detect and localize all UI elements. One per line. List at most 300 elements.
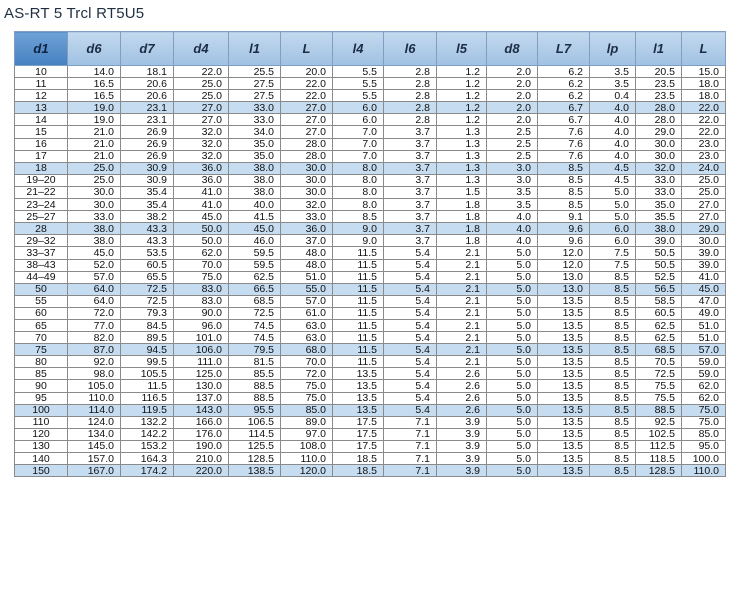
table-cell: 2.8 (384, 66, 437, 78)
table-cell: 27.0 (281, 102, 333, 114)
table-cell: 68.5 (636, 344, 682, 356)
table-cell: 23.5 (636, 78, 682, 90)
table-cell: 8.5 (333, 211, 384, 223)
table-cell: 25.0 (68, 162, 121, 174)
table-cell: 7.1 (384, 428, 437, 440)
table-cell: 22.0 (682, 114, 726, 126)
table-cell: 120 (15, 428, 68, 440)
table-cell: 25–27 (15, 211, 68, 223)
table-cell: 27.0 (281, 126, 333, 138)
table-cell: 5.0 (487, 380, 538, 392)
table-cell: 112.5 (636, 440, 682, 452)
table-cell: 3.7 (384, 186, 437, 198)
column-header: d4 (174, 32, 229, 66)
table-cell: 45.0 (68, 247, 121, 259)
table-cell: 11.5 (333, 283, 384, 295)
table-cell: 25.5 (229, 66, 281, 78)
table-cell: 55 (15, 295, 68, 307)
table-cell: 13 (15, 102, 68, 114)
table-cell: 6.2 (538, 90, 590, 102)
table-row (15, 271, 726, 283)
table-cell: 28.0 (281, 138, 333, 150)
table-cell: 6.0 (590, 235, 636, 247)
table-cell: 27.5 (229, 90, 281, 102)
table-cell: 79.5 (229, 344, 281, 356)
table-cell: 128.5 (229, 453, 281, 465)
table-cell: 124.0 (68, 416, 121, 428)
table-cell: 30.9 (121, 162, 174, 174)
table-cell: 33.0 (636, 174, 682, 186)
table-cell: 7.1 (384, 465, 437, 477)
table-cell: 30.0 (281, 162, 333, 174)
table-cell: 105.5 (121, 368, 174, 380)
table-cell: 17.5 (333, 416, 384, 428)
table-cell: 65.5 (121, 271, 174, 283)
table-cell: 8.5 (590, 368, 636, 380)
column-header: l4 (333, 32, 384, 66)
table-cell: 29.0 (636, 126, 682, 138)
table-cell: 62.0 (174, 247, 229, 259)
table-cell: 57.0 (281, 295, 333, 307)
table-cell: 1.8 (437, 211, 487, 223)
table-cell: 4.0 (487, 223, 538, 235)
table-cell: 51.0 (281, 271, 333, 283)
table-cell: 13.5 (538, 392, 590, 404)
table-row (15, 307, 726, 319)
table-cell: 75.0 (682, 404, 726, 416)
table-cell: 0.4 (590, 90, 636, 102)
table-cell: 30.0 (281, 174, 333, 186)
dimensions-table-container (14, 31, 725, 477)
table-cell: 3.5 (590, 78, 636, 90)
table-cell: 49.0 (682, 307, 726, 319)
table-cell: 3.7 (384, 199, 437, 211)
table-cell: 5.5 (333, 66, 384, 78)
table-cell: 7.1 (384, 416, 437, 428)
table-cell: 9.6 (538, 223, 590, 235)
table-cell: 72.5 (121, 295, 174, 307)
table-cell: 20.5 (636, 66, 682, 78)
table-cell: 4.0 (487, 211, 538, 223)
table-cell: 56.5 (636, 283, 682, 295)
table-cell: 5.4 (384, 404, 437, 416)
table-cell: 118.5 (636, 453, 682, 465)
table-cell: 8.5 (590, 356, 636, 368)
table-cell: 5.4 (384, 344, 437, 356)
table-cell: 33.0 (229, 102, 281, 114)
table-cell: 153.2 (121, 440, 174, 452)
table-cell: 27.0 (281, 114, 333, 126)
table-cell: 13.5 (538, 319, 590, 331)
table-cell: 51.0 (682, 332, 726, 344)
table-cell: 30.0 (68, 186, 121, 198)
table-cell: 85.0 (281, 404, 333, 416)
table-cell: 2.1 (437, 307, 487, 319)
table-cell: 128.5 (636, 465, 682, 477)
table-cell: 75.0 (281, 380, 333, 392)
table-cell: 22.0 (281, 78, 333, 90)
table-cell: 45.0 (174, 211, 229, 223)
column-header: L (281, 32, 333, 66)
table-cell: 23.5 (636, 90, 682, 102)
table-cell: 23–24 (15, 199, 68, 211)
table-cell: 77.0 (68, 319, 121, 331)
table-cell: 75.5 (636, 392, 682, 404)
table-cell: 7.5 (590, 247, 636, 259)
table-row (15, 199, 726, 211)
table-cell: 27.0 (682, 211, 726, 223)
table-cell: 11.5 (333, 307, 384, 319)
table-cell: 102.5 (636, 428, 682, 440)
table-cell: 6.2 (538, 78, 590, 90)
table-cell: 166.0 (174, 416, 229, 428)
table-cell: 26.9 (121, 150, 174, 162)
table-row (15, 90, 726, 102)
table-cell: 2.5 (487, 138, 538, 150)
table-cell: 50.0 (174, 235, 229, 247)
column-header: d8 (487, 32, 538, 66)
table-cell: 70 (15, 332, 68, 344)
table-cell: 11.5 (333, 247, 384, 259)
table-cell: 39.0 (682, 247, 726, 259)
table-cell: 23.1 (121, 102, 174, 114)
page-title: AS-RT 5 Trcl RT5U5 (4, 5, 145, 22)
table-cell: 7.6 (538, 138, 590, 150)
table-cell: 24.0 (682, 162, 726, 174)
table-cell: 22.0 (281, 90, 333, 102)
table-row (15, 428, 726, 440)
table-cell: 33.0 (281, 211, 333, 223)
table-cell: 50.5 (636, 259, 682, 271)
table-cell: 84.5 (121, 319, 174, 331)
table-cell: 19.0 (68, 114, 121, 126)
table-cell: 32.0 (636, 162, 682, 174)
table-cell: 110.0 (281, 453, 333, 465)
table-cell: 38.0 (229, 186, 281, 198)
table-cell: 96.0 (174, 319, 229, 331)
table-cell: 3.9 (437, 465, 487, 477)
table-cell: 13.0 (538, 271, 590, 283)
table-cell: 30.0 (281, 186, 333, 198)
table-cell: 85.0 (682, 428, 726, 440)
table-cell: 89.0 (281, 416, 333, 428)
table-cell: 5.0 (487, 404, 538, 416)
table-cell: 83.0 (174, 295, 229, 307)
column-header: L7 (538, 32, 590, 66)
table-cell: 90.0 (174, 307, 229, 319)
table-cell: 39.0 (682, 259, 726, 271)
table-cell: 23.1 (121, 114, 174, 126)
table-cell: 32.0 (174, 150, 229, 162)
table-cell: 132.2 (121, 416, 174, 428)
table-cell: 90 (15, 380, 68, 392)
table-cell: 2.5 (487, 126, 538, 138)
table-cell: 106.5 (229, 416, 281, 428)
table-cell: 33.0 (636, 186, 682, 198)
table-cell: 6.0 (333, 102, 384, 114)
table-cell: 130.0 (174, 380, 229, 392)
table-row (15, 344, 726, 356)
table-cell: 85.5 (229, 368, 281, 380)
table-row (15, 416, 726, 428)
table-cell: 11.5 (333, 356, 384, 368)
table-cell: 6.0 (590, 223, 636, 235)
table-cell: 13.5 (538, 380, 590, 392)
table-cell: 2.8 (384, 90, 437, 102)
table-cell: 11.5 (333, 295, 384, 307)
table-cell: 114.0 (68, 404, 121, 416)
table-cell: 26.9 (121, 126, 174, 138)
table-cell: 125.5 (229, 440, 281, 452)
table-cell: 119.5 (121, 404, 174, 416)
table-row (15, 223, 726, 235)
table-row (15, 162, 726, 174)
table-cell: 75.0 (682, 416, 726, 428)
table-cell: 1.3 (437, 162, 487, 174)
table-cell: 13.5 (333, 380, 384, 392)
table-cell: 16 (15, 138, 68, 150)
table-row (15, 66, 726, 78)
table-cell: 34.0 (229, 126, 281, 138)
table-cell: 5.5 (333, 78, 384, 90)
table-cell: 57.0 (68, 271, 121, 283)
table-cell: 3.5 (487, 186, 538, 198)
table-cell: 1.2 (437, 78, 487, 90)
table-row (15, 186, 726, 198)
table-cell: 134.0 (68, 428, 121, 440)
table-cell: 5.4 (384, 247, 437, 259)
table-cell: 5.0 (487, 416, 538, 428)
table-cell: 92.5 (636, 416, 682, 428)
table-row (15, 235, 726, 247)
table-cell: 11 (15, 78, 68, 90)
table-cell: 5.0 (487, 332, 538, 344)
table-cell: 59.5 (229, 259, 281, 271)
table-cell: 28.0 (281, 150, 333, 162)
table-cell: 2.0 (487, 90, 538, 102)
table-cell: 39.0 (636, 235, 682, 247)
table-cell: 7.1 (384, 453, 437, 465)
table-cell: 210.0 (174, 453, 229, 465)
table-cell: 28.0 (636, 114, 682, 126)
table-cell: 35.5 (636, 211, 682, 223)
table-cell: 13.5 (333, 404, 384, 416)
table-cell: 13.5 (538, 428, 590, 440)
table-cell: 15.0 (682, 66, 726, 78)
table-cell: 36.0 (174, 162, 229, 174)
table-cell: 150 (15, 465, 68, 477)
table-cell: 2.6 (437, 404, 487, 416)
table-cell: 2.1 (437, 319, 487, 331)
table-cell: 2.0 (487, 102, 538, 114)
table-row (15, 295, 726, 307)
table-cell: 60.5 (121, 259, 174, 271)
table-cell: 88.5 (636, 404, 682, 416)
table-cell: 5.0 (487, 356, 538, 368)
table-cell: 120.0 (281, 465, 333, 477)
table-cell: 2.0 (487, 66, 538, 78)
table-cell: 3.7 (384, 150, 437, 162)
table-cell: 5.4 (384, 392, 437, 404)
table-cell: 5.0 (590, 211, 636, 223)
table-cell: 1.3 (437, 174, 487, 186)
table-cell: 21.0 (68, 150, 121, 162)
table-cell: 7.6 (538, 150, 590, 162)
table-cell: 72.5 (121, 283, 174, 295)
table-cell: 62.5 (636, 319, 682, 331)
table-cell: 5.4 (384, 380, 437, 392)
table-cell: 13.5 (333, 368, 384, 380)
table-cell: 1.2 (437, 90, 487, 102)
table-cell: 57.0 (682, 344, 726, 356)
table-cell: 114.5 (229, 428, 281, 440)
table-cell: 2.6 (437, 392, 487, 404)
table-cell: 5.5 (333, 90, 384, 102)
table-cell: 13.5 (538, 356, 590, 368)
table-cell: 7.0 (333, 138, 384, 150)
table-cell: 7.0 (333, 126, 384, 138)
table-cell: 62.0 (682, 380, 726, 392)
table-cell: 75.0 (281, 392, 333, 404)
table-cell: 12 (15, 90, 68, 102)
table-cell: 11.5 (333, 259, 384, 271)
table-cell: 7.6 (538, 126, 590, 138)
table-cell: 5.4 (384, 259, 437, 271)
table-cell: 29.0 (682, 223, 726, 235)
table-cell: 12.0 (538, 247, 590, 259)
table-cell: 138.5 (229, 465, 281, 477)
table-cell: 38.2 (121, 211, 174, 223)
table-cell: 25.0 (174, 90, 229, 102)
table-cell: 2.6 (437, 380, 487, 392)
table-cell: 8.0 (333, 199, 384, 211)
table-cell: 167.0 (68, 465, 121, 477)
table-cell: 6.0 (333, 114, 384, 126)
table-cell: 65 (15, 319, 68, 331)
table-cell: 142.2 (121, 428, 174, 440)
table-cell: 64.0 (68, 283, 121, 295)
table-cell: 41.0 (682, 271, 726, 283)
table-cell: 97.0 (281, 428, 333, 440)
table-cell: 1.8 (437, 199, 487, 211)
table-cell: 8.5 (538, 199, 590, 211)
table-cell: 62.5 (229, 271, 281, 283)
table-cell: 5.0 (487, 368, 538, 380)
table-cell: 50 (15, 283, 68, 295)
table-cell: 7.0 (333, 150, 384, 162)
table-cell: 2.1 (437, 356, 487, 368)
table-cell: 70.0 (174, 259, 229, 271)
table-cell: 2.1 (437, 283, 487, 295)
table-cell: 72.5 (636, 368, 682, 380)
table-cell: 17.5 (333, 428, 384, 440)
table-cell: 2.1 (437, 332, 487, 344)
column-header: l1 (636, 32, 682, 66)
table-cell: 92.0 (68, 356, 121, 368)
table-cell: 13.5 (538, 416, 590, 428)
table-cell: 11.5 (333, 344, 384, 356)
table-cell: 22.0 (174, 66, 229, 78)
table-row (15, 283, 726, 295)
table-row (15, 174, 726, 186)
table-row (15, 332, 726, 344)
table-cell: 13.5 (538, 440, 590, 452)
table-cell: 9.6 (538, 235, 590, 247)
table-cell: 32.0 (174, 138, 229, 150)
table-cell: 5.0 (590, 199, 636, 211)
table-cell: 7.1 (384, 440, 437, 452)
table-cell: 12.0 (538, 259, 590, 271)
table-cell: 59.5 (229, 247, 281, 259)
table-cell: 35.4 (121, 199, 174, 211)
table-cell: 174.2 (121, 465, 174, 477)
table-cell: 1.2 (437, 66, 487, 78)
table-cell: 70.0 (281, 356, 333, 368)
table-cell: 2.0 (487, 78, 538, 90)
table-cell: 59.0 (682, 356, 726, 368)
table-row (15, 150, 726, 162)
table-cell: 75.5 (636, 380, 682, 392)
table-cell: 140 (15, 453, 68, 465)
table-cell: 81.5 (229, 356, 281, 368)
table-cell: 89.5 (121, 332, 174, 344)
table-cell: 94.5 (121, 344, 174, 356)
table-row (15, 102, 726, 114)
table-cell: 45.0 (682, 283, 726, 295)
table-cell: 4.0 (590, 126, 636, 138)
table-body (15, 66, 726, 477)
table-cell: 44–49 (15, 271, 68, 283)
table-cell: 5.0 (487, 271, 538, 283)
table-cell: 13.5 (538, 404, 590, 416)
table-cell: 5.4 (384, 271, 437, 283)
table-cell: 32.0 (174, 126, 229, 138)
table-cell: 52.5 (636, 271, 682, 283)
table-cell: 45.0 (229, 223, 281, 235)
table-row (15, 404, 726, 416)
table-cell: 18 (15, 162, 68, 174)
table-cell: 4.0 (590, 138, 636, 150)
table-cell: 62.0 (682, 392, 726, 404)
table-cell: 22.0 (682, 126, 726, 138)
table-cell: 48.0 (281, 259, 333, 271)
table-cell: 8.5 (590, 319, 636, 331)
table-cell: 6.7 (538, 114, 590, 126)
table-cell: 3.5 (590, 66, 636, 78)
table-cell: 13.5 (333, 392, 384, 404)
table-cell: 60 (15, 307, 68, 319)
column-header: d1 (15, 32, 68, 66)
table-cell: 1.8 (437, 223, 487, 235)
table-cell: 8.0 (333, 174, 384, 186)
table-cell: 88.5 (229, 392, 281, 404)
table-cell: 5.0 (487, 392, 538, 404)
table-cell: 2.8 (384, 78, 437, 90)
table-row (15, 319, 726, 331)
table-cell: 6.2 (538, 66, 590, 78)
table-cell: 41.0 (174, 186, 229, 198)
table-cell: 18.0 (682, 78, 726, 90)
table-cell: 143.0 (174, 404, 229, 416)
table-cell: 3.5 (487, 199, 538, 211)
table-cell: 125.0 (174, 368, 229, 380)
table-cell: 74.5 (229, 319, 281, 331)
table-cell: 5.4 (384, 283, 437, 295)
table-cell: 68.5 (229, 295, 281, 307)
table-cell: 55.0 (281, 283, 333, 295)
table-cell: 75.0 (174, 271, 229, 283)
table-cell: 30.9 (121, 174, 174, 186)
